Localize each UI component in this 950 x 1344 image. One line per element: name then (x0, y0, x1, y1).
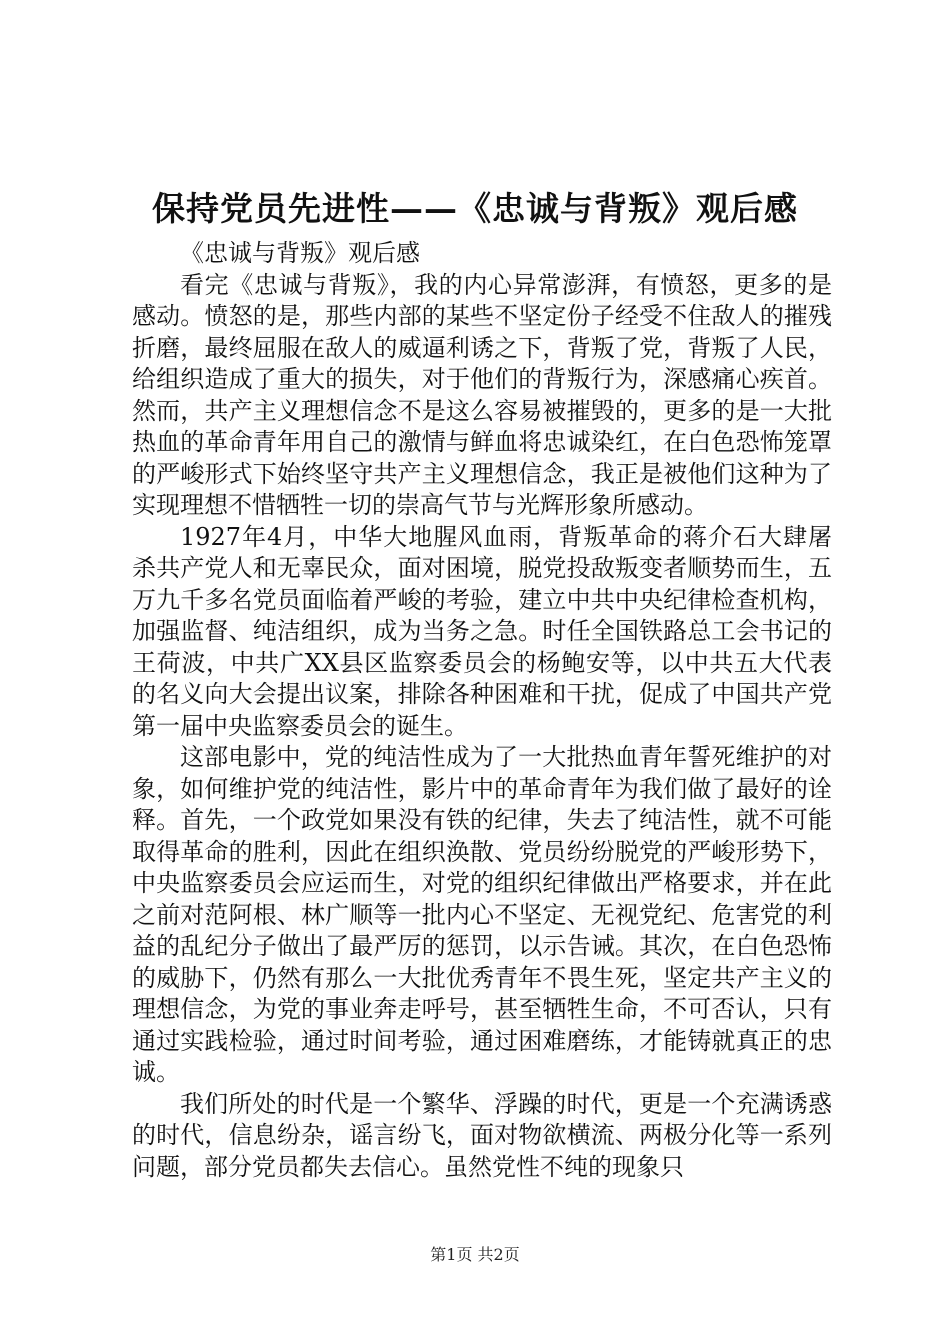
document-body (132, 238, 832, 1183)
body-paragraph-2: 1927年4月，中华大地腥风血雨，背叛革命的蒋介石大肆屠杀共产党人和无辜民众，面对困境，脱党投敌叛变者顺势而生，五万九千多名党员面临着严峻的考验，建立中共中央纪律检查机构，加强监督、纯洁组织，成为当务之急。时任全国铁路总工会书记的王荷波，中共广XX县区监察委员会的杨鲍安等，以中共五大代表的名义向大会提出议案，排除各种困难和干扰，促成了中国共产党第一届中央监察委员会的诞生。 (132, 522, 832, 740)
body-paragraph-4: 我们所处的时代是一个繁华、浮躁的时代，更是一个充满诱惑的时代，信息纷杂，谣言纷飞，面对物欲横流、两极分化等一系列问题，部分党员都失去信心。虽然党性不纯的现象只 (132, 1089, 832, 1181)
body-paragraph-3: 这部电影中，党的纯洁性成为了一大批热血青年誓死维护的对象，如何维护党的纯洁性，影片中的革命青年为我们做了最好的诠释。首先，一个政党如果没有铁的纪律，失去了纯洁性，就不可能取得革命的胜利，因此在组织涣散、党员纷纷脱党的严峻形势下，中央监察委员会应运而生，对党的组织纪律做出严格要求，并在此之前对范阿根、林广顺等一批内心不坚定、无视党纪、危害党的利益的乱纪分子做出了最严厉的惩罚，以示告诫。其次，在白色恐怖的威胁下，仍然有那么一大批优秀青年不畏生死，坚定共产主义的理想信念，为党的事业奔走呼号，甚至牺牲生命，不可否认，只有通过实践检验，通过时间考验，通过困难磨练，才能铸就真正的忠诚。 (132, 743, 832, 1086)
page-footer: 第1页 共2页 (430, 1245, 520, 1264)
document-title: 保持党员先进性——《忠诚与背叛》观后感 (152, 189, 798, 228)
subtitle-paragraph: 《忠诚与背叛》观后感 (180, 239, 420, 267)
body-paragraph-1: 看完《忠诚与背叛》，我的内心异常澎湃，有愤怒，更多的是感动。愤怒的是，那些内部的某些不坚定份子经受不住敌人的摧残折磨，最终屈服在敌人的威逼利诱之下，背叛了党，背叛了人民，给组织造成了重大的损失，对于他们的背叛行为，深感痛心疾首。然而，共产主义理想信念不是这么容易被摧毁的，更多的是一大批热血的革命青年用自己的激情与鲜血将忠诚染红，在白色恐怖笼罩的严峻形式下始终坚守共产主义理想信念，我正是被他们这种为了实现理想不惜牺牲一切的崇高气节与光辉形象所感动。 (132, 270, 832, 519)
